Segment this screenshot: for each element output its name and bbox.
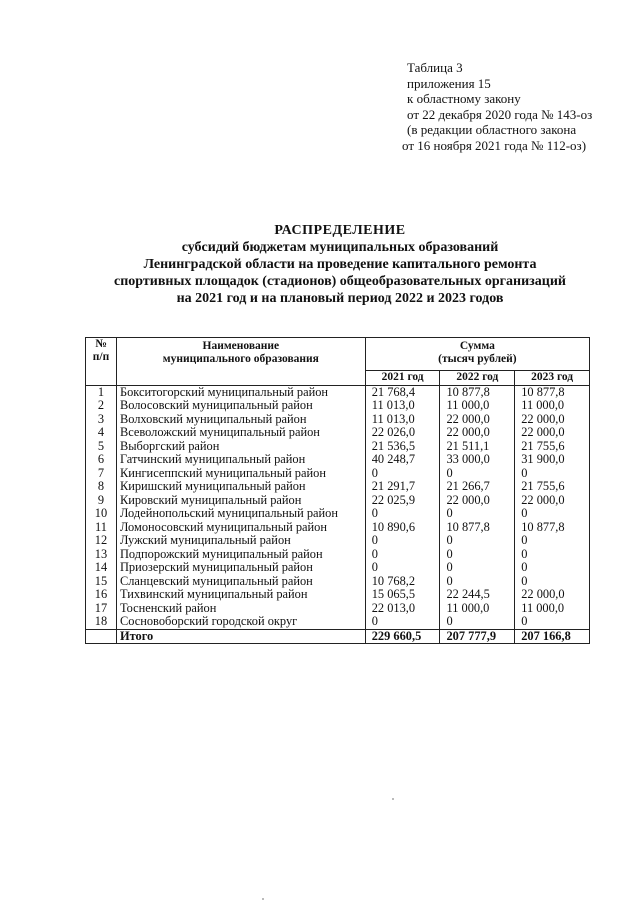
amount-2023: 22 000,0 (515, 494, 590, 508)
amount-2021: 10 768,2 (365, 575, 440, 589)
title-heading: РАСПРЕДЕЛЕНИЕ (274, 223, 406, 238)
amount-2022: 11 000,0 (440, 399, 515, 413)
header-text: (тысяч рублей) (438, 353, 517, 365)
total-2022: 207 777,9 (440, 629, 515, 644)
amount-2021: 21 768,4 (365, 385, 440, 399)
table-row (86, 413, 590, 427)
row-number: 4 (86, 426, 117, 440)
row-number: 8 (86, 480, 117, 494)
amount-2022: 22 000,0 (440, 494, 515, 508)
municipality-name: Тосненский район (116, 602, 365, 616)
amount-2022: 21 511,1 (440, 440, 515, 454)
appendix-reference: приложения 15 (407, 75, 491, 91)
municipality-name: Сланцевский муниципальный район (116, 575, 365, 589)
amount-2021: 10 890,6 (365, 521, 440, 535)
municipality-name: Приозерский муниципальный район (116, 561, 365, 575)
header-text: Сумма (459, 340, 495, 352)
row-number: 7 (86, 467, 117, 481)
table-row (86, 385, 590, 399)
amount-2022: 21 266,7 (440, 480, 515, 494)
amount-2022: 0 (440, 467, 515, 481)
municipality-name: Подпорожский муниципальный район (116, 548, 365, 562)
amount-2023: 0 (515, 507, 590, 521)
table-row (86, 521, 590, 535)
amount-2022: 22 244,5 (440, 588, 515, 602)
row-number: 10 (86, 507, 117, 521)
amount-2023: 0 (515, 561, 590, 575)
amount-2021: 21 536,5 (365, 440, 440, 454)
amount-2022: 33 000,0 (440, 453, 515, 467)
table-number: Таблица 3 (407, 60, 463, 75)
amount-2021: 15 065,5 (365, 588, 440, 602)
municipality-name: Ломоносовский муниципальный район (116, 521, 365, 535)
title-line: Ленинградской области на проведение капитального ремонта (143, 257, 537, 272)
municipality-name: Бокситогорский муниципальный район (116, 385, 365, 399)
table-row (86, 575, 590, 589)
header-text: муниципального образования (162, 353, 319, 365)
header-text: № (95, 338, 107, 350)
municipality-name: Волосовский муниципальный район (116, 399, 365, 413)
municipality-name: Всеволожский муниципальный район (116, 426, 365, 440)
row-number: 12 (86, 534, 117, 548)
amount-2023: 0 (515, 534, 590, 548)
amount-2021: 22 025,9 (365, 494, 440, 508)
document-title (80, 222, 600, 307)
municipality-name: Волховский муниципальный район (116, 413, 365, 427)
distribution-table (85, 337, 590, 644)
title-line: на 2021 год и на плановый период 2022 и 2023 годов (176, 291, 504, 306)
row-number: 13 (86, 548, 117, 562)
header-text: Наименование (202, 340, 280, 352)
amount-2022: 22 000,0 (440, 426, 515, 440)
column-header-year: 2021 год (365, 371, 440, 386)
table-row (86, 561, 590, 575)
amount-2023: 10 877,8 (515, 385, 590, 399)
total-number-cell (86, 629, 117, 644)
amount-2023: 22 000,0 (515, 426, 590, 440)
municipality-name: Лужский муниципальный район (116, 534, 365, 548)
amount-2021: 21 291,7 (365, 480, 440, 494)
revision-date: от 16 ноября 2021 года № 112-оз) (402, 137, 587, 153)
row-number: 18 (86, 615, 117, 629)
column-header-name (116, 338, 365, 386)
table-row (86, 494, 590, 508)
amount-2023: 31 900,0 (515, 453, 590, 467)
amount-2021: 11 013,0 (365, 399, 440, 413)
amount-2023: 22 000,0 (515, 588, 590, 602)
municipality-name: Выборгский район (116, 440, 365, 454)
municipality-name: Тихвинский муниципальный район (116, 588, 365, 602)
amount-2021: 0 (365, 467, 440, 481)
amount-2022: 10 877,8 (440, 521, 515, 535)
municipality-name: Кингисеппский муниципальный район (116, 467, 365, 481)
title-line: спортивных площадок (стадионов) общеобразовательных организаций (114, 274, 566, 289)
amount-2022: 10 877,8 (440, 385, 515, 399)
amount-2022: 0 (440, 615, 515, 629)
amount-2023: 10 877,8 (515, 521, 590, 535)
column-header-year: 2023 год (515, 371, 590, 386)
amount-2022: 0 (440, 548, 515, 562)
amount-2021: 0 (365, 561, 440, 575)
table-row (86, 440, 590, 454)
row-number: 9 (86, 494, 117, 508)
table-row (86, 507, 590, 521)
total-2021: 229 660,5 (365, 629, 440, 644)
amount-2023: 0 (515, 615, 590, 629)
row-number: 1 (86, 385, 117, 399)
amount-2023: 0 (515, 467, 590, 481)
row-number: 17 (86, 602, 117, 616)
amount-2023: 22 000,0 (515, 413, 590, 427)
row-number: 11 (86, 521, 117, 535)
table-row (86, 615, 590, 629)
amount-2021: 0 (365, 615, 440, 629)
table-row (86, 602, 590, 616)
municipality-name: Сосновоборский городской округ (116, 615, 365, 629)
amount-2021: 0 (365, 507, 440, 521)
table-row (86, 588, 590, 602)
municipality-name: Кировский муниципальный район (116, 494, 365, 508)
amount-2022: 0 (440, 507, 515, 521)
revision-note: (в редакции областного закона (407, 122, 577, 137)
document-header (402, 60, 632, 153)
row-number: 2 (86, 399, 117, 413)
column-header-number (86, 338, 117, 386)
amount-2022: 0 (440, 561, 515, 575)
amount-2023: 0 (515, 575, 590, 589)
amount-2021: 0 (365, 534, 440, 548)
table-row (86, 399, 590, 413)
row-number: 6 (86, 453, 117, 467)
amount-2021: 0 (365, 548, 440, 562)
table-row (86, 453, 590, 467)
amount-2022: 0 (440, 534, 515, 548)
amount-2023: 21 755,6 (515, 440, 590, 454)
total-2023: 207 166,8 (515, 629, 590, 644)
total-row (86, 629, 590, 644)
law-reference: к областному закону (407, 91, 521, 106)
amount-2021: 22 013,0 (365, 602, 440, 616)
municipality-name: Киришский муниципальный район (116, 480, 365, 494)
amount-2021: 11 013,0 (365, 413, 440, 427)
column-header-sum (365, 338, 589, 371)
row-number: 15 (86, 575, 117, 589)
amount-2022: 11 000,0 (440, 602, 515, 616)
municipality-name: Лодейнопольский муниципальный район (116, 507, 365, 521)
amount-2022: 22 000,0 (440, 413, 515, 427)
amount-2023: 0 (515, 548, 590, 562)
header-text: п/п (92, 351, 110, 363)
municipality-name: Гатчинский муниципальный район (116, 453, 365, 467)
law-date: от 22 декабря 2020 года № 143-оз (407, 106, 593, 122)
amount-2023: 11 000,0 (515, 602, 590, 616)
table-row (86, 426, 590, 440)
table-row (86, 480, 590, 494)
total-label: Итого (116, 629, 365, 644)
amount-2023: 11 000,0 (515, 399, 590, 413)
column-header-year: 2022 год (440, 371, 515, 386)
amount-2021: 40 248,7 (365, 453, 440, 467)
title-line: субсидий бюджетам муниципальных образований (181, 240, 499, 255)
row-number: 5 (86, 440, 117, 454)
table-row (86, 534, 590, 548)
table-row (86, 467, 590, 481)
amount-2023: 21 755,6 (515, 480, 590, 494)
scan-speck (262, 898, 264, 900)
row-number: 14 (86, 561, 117, 575)
scan-speck (392, 798, 394, 800)
amount-2021: 22 026,0 (365, 426, 440, 440)
row-number: 3 (86, 413, 117, 427)
amount-2022: 0 (440, 575, 515, 589)
row-number: 16 (86, 588, 117, 602)
table-row (86, 548, 590, 562)
